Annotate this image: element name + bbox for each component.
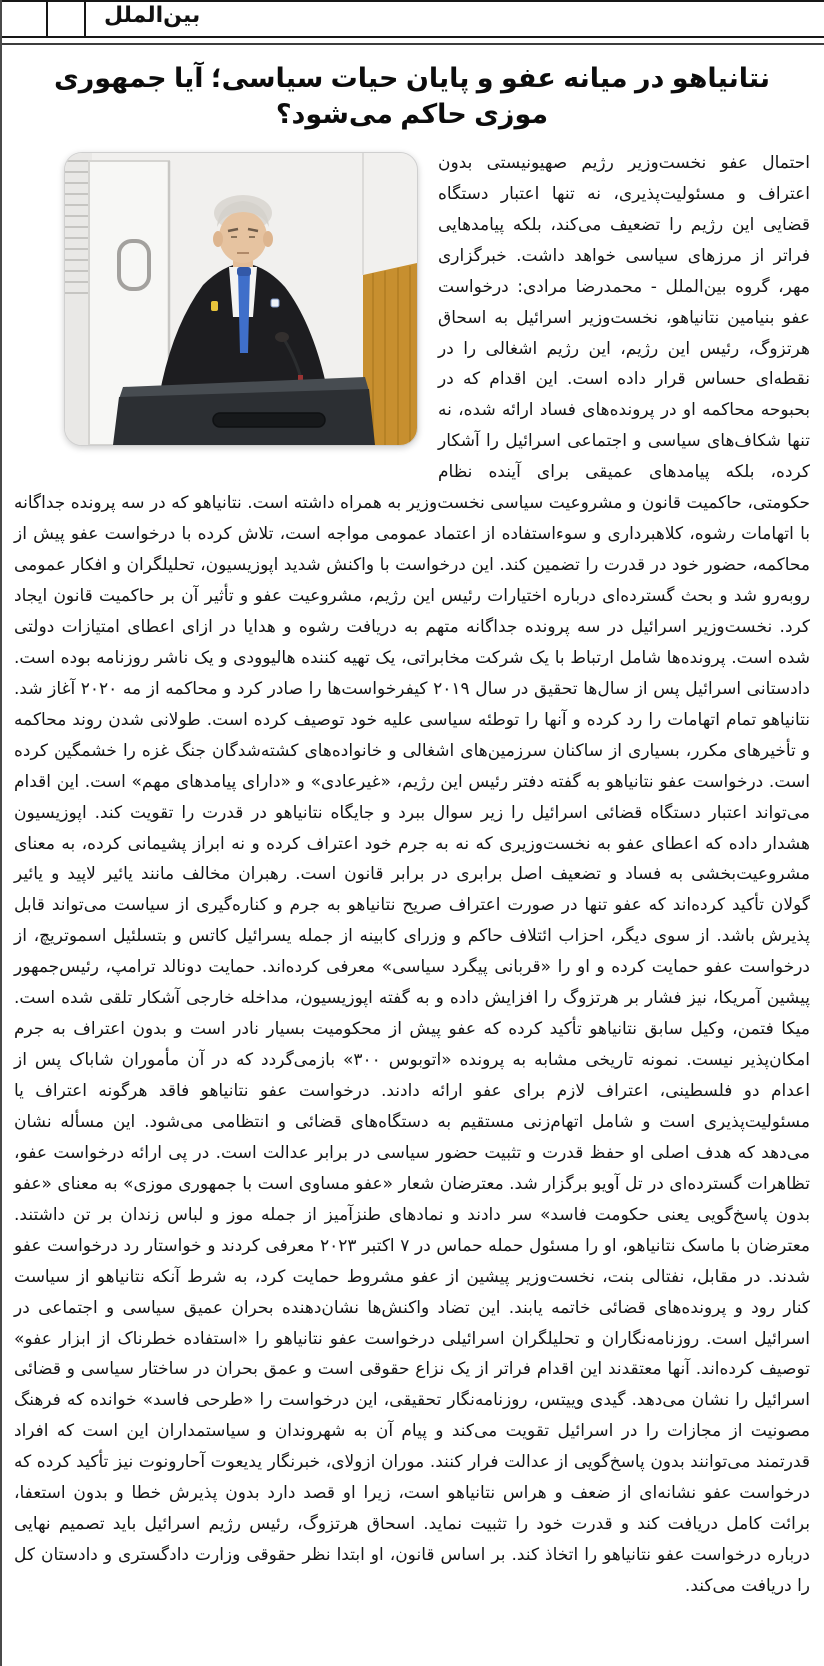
photo-podium [113,377,375,445]
article-body: احتمال عفو نخست‌وزیر رژیم صهیونیستی بدون اعتراف و مسئولیت‌پذیری، نه تنها اعتبار دستگاه قضایی این رژیم را تضعیف می‌کند، بلکه پیامدهایی فراتر از مرزهای سیاسی خواهد داشت. خبرگزاری مهر، گروه بین‌الملل - محمدرضا مرادی: درخواست عفو بنیامین نتانیاهو، نخست‌وزیر اسرائیل به اسحاق هرتزوگ، رئیس این رژیم، این رژیم اشغالی را در نقطه‌ای حساس قرار داده است. این اقدام که در بحبوحه محاکمه او در پرونده‌های فساد ارائه شده، نه تنها شکاف‌های سیاسی و اجتماعی اسرائیل را آشکار کرده، بلکه پیامدهای عمیقی برای آینده نظام حکومتی، حاکمیت قانون و مشروعیت سیاسی نخست‌وزیر به همراه داشته است. نتانیاهو که در سه پرونده جداگانه با اتهامات رشوه، کلاهبرداری و سوءاستفاده از اعتماد عمومی مواجه است، تلاش کرده با درخواست عفو پیش از محاکمه، حضور خود در قدرت را تضمین کند. این درخواست با واکنش شدید اپوزیسیون، تحلیلگران و افکار عمومی روبه‌رو شد و بحث گسترده‌ای درباره اختیارات رئیس این رژیم، مشروعیت عفو و تأثیر آن بر حاکمیت قانون ایجاد کرد. نخست‌وزیر اسرائیل در سه پرونده جداگانه متهم به دریافت رشوه و هدایا در ازای اعطای امتیازات دولتی شده است. پرونده‌ها شامل ارتباط با یک شرکت مخابراتی، یک تهیه کننده هالیوودی و یک ناشر روزنامه بوده است. دادستانی اسرائیل پس از سال‌ها تحقیق در سال ۲۰۱۹ کیفرخواست‌ها را صادر کرد و محاکمه از مه ۲۰۲۰ آغاز شد. نتانیاهو تمام اتهامات را رد کرده و آنها را توطئه سیاسی علیه خود توصیف کرده است. طولانی شدن روند محاکمه و تأخیرهای مکرر، بسیاری از ساکنان سرزمین‌های اشغالی و خانواده‌های کشته‌شدگان جنگ غزه را خشمگین کرده است. درخواست عفو نتانیاهو به گفته دفتر رئیس این رژیم، «غیرعادی» و «دارای پیامدهای مهم» است. این اقدام می‌تواند اعتبار دستگاه قضائی اسرائیل را زیر سوال ببرد و جایگاه نتانیاهو در قدرت را تقویت کند. اپوزیسیون هشدار داده که اعطای عفو به نخست‌وزیری که نه به جرم خود اعتراف کرده و نه ابراز پشیمانی کرده، به معنای مشروعیت‌بخشی به فساد و تضعیف اصل برابری در برابر قانون است. رهبران مخالف مانند یائیر لاپید و یائیر گولان تأکید کرده‌اند که عفو تنها در صورت اعتراف صریح نتانیاهو به جرم و کناره‌گیری از سیاست می‌تواند قابل پذیرش باشد. از سوی دیگر، احزاب ائتلاف حاکم و وزرای کابینه از جمله یسرائیل کاتس و بتسلئیل اسموتریچ، از درخواست عفو حمایت کرده و او را «قربانی پیگرد سیاسی» معرفی کرده‌اند. حمایت دونالد ترامپ، رئیس‌جمهور پیشین آمریکا، نیز فشار بر هرتزوگ را افزایش داده و به گفته اپوزیسیون، مداخله خارجی آشکار تلقی شده است. میکا فتمن، وکیل سابق نتانیاهو تأکید کرده که عفو پیش از محکومیت بسیار نادر است و بدون اعتراف به جرم امکان‌پذیر نیست. نمونه تاریخی مشابه به پرونده «اتوبوس ۳۰۰» بازمی‌گردد که در آن مأموران شاباک پس از اعدام دو فلسطینی، اعتراف لازم برای عفو ارائه دادند. درخواست عفو نتانیاهو فاقد هرگونه اعتراف یا مسئولیت‌پذیری است و شامل اتهام‌زنی مستقیم به دستگاه‌های قضائی و انتظامی می‌شود. این مسأله نشان می‌دهد که هدف اصلی او حفظ قدرت و تثبیت حضور سیاسی در برابر عدالت است. در پی ارائه درخواست عفو، تظاهرات گسترده‌ای در تل آویو برگزار شد. معترضان شعار «عفو مساوی است با جمهوری موزی» به معنای «عفو بدون پاسخ‌گویی یعنی حکومت فاسد» سر دادند و نمادهای طنزآمیز از جمله موز و لباس زندان بر تن داشتند. معترضان با ماسک نتانیاهو، او را مسئول حمله حماس در ۷ اکتبر ۲۰۲۳ معرفی کردند و خواستار رد درخواست عفو شدند. در مقابل، نفتالی بنت، نخست‌وزیر پیشین از عفو مشروط حمایت کرد، به شرط آنکه نتانیاهو از سیاست کنار رود و پرونده‌های قضائی خاتمه یابند. این تضاد واکنش‌ها نشان‌دهنده بحران عمیق سیاسی و اجتماعی در اسرائیل است. روزنامه‌نگاران و تحلیلگران اسرائیلی درخواست عفو نتانیاهو را «استفاده خطرناک از ابزار عفو» توصیف کرده‌اند. آنها معتقدند این اقدام فراتر از یک نزاع حقوقی است و عمق بحران در ساختار سیاسی و قضائی اسرائیل را نشان می‌دهد. گیدی وییتس، روزنامه‌نگار تحقیقی، این درخواست را «طرحی فاسد» خوانده که فرهنگ مصونیت از مجازات را در اسرائیل تقویت می‌کند و پیام آن به شهروندان و سیاستمداران این است که افراد قدرتمند می‌توانند بدون پاسخ‌گویی از عدالت فرار کنند. موران ازولای، خبرنگار یدیعوت آحارونوت نیز تأکید کرده که درخواست عفو نشانه‌ای از ضعف و هراس نتانیاهو است، زیرا او قصد دارد بدون پذیرش خطا و بدون استعفا، برائت کامل دریافت کند و قدرت خود را تثبیت نماید. اسحاق هرتزوگ، رئیس رژیم اسرائیل باید تصمیم نهایی درباره درخواست عفو نتانیاهو را اتخاذ کند. بر اساس قانون، او ابتدا نظر حقوقی وزارت دادگستری و دادستان کل را دریافت می‌کند. [14,152,810,1596]
header-divider-line [84,2,86,36]
netanyahu-podium-photo [65,153,417,445]
header-divider-line [46,2,48,36]
section-label: بین‌الملل [104,3,201,28]
section-header-bar [2,0,824,38]
article-photo [64,152,418,446]
photo-blinds [65,153,92,445]
article-headline: نتانیاهو در میانه عفو و پایان حیات سیاسی؛ آیا جمهوری موزی حاکم می‌شود؟ [53,63,771,131]
article [2,43,824,1602]
